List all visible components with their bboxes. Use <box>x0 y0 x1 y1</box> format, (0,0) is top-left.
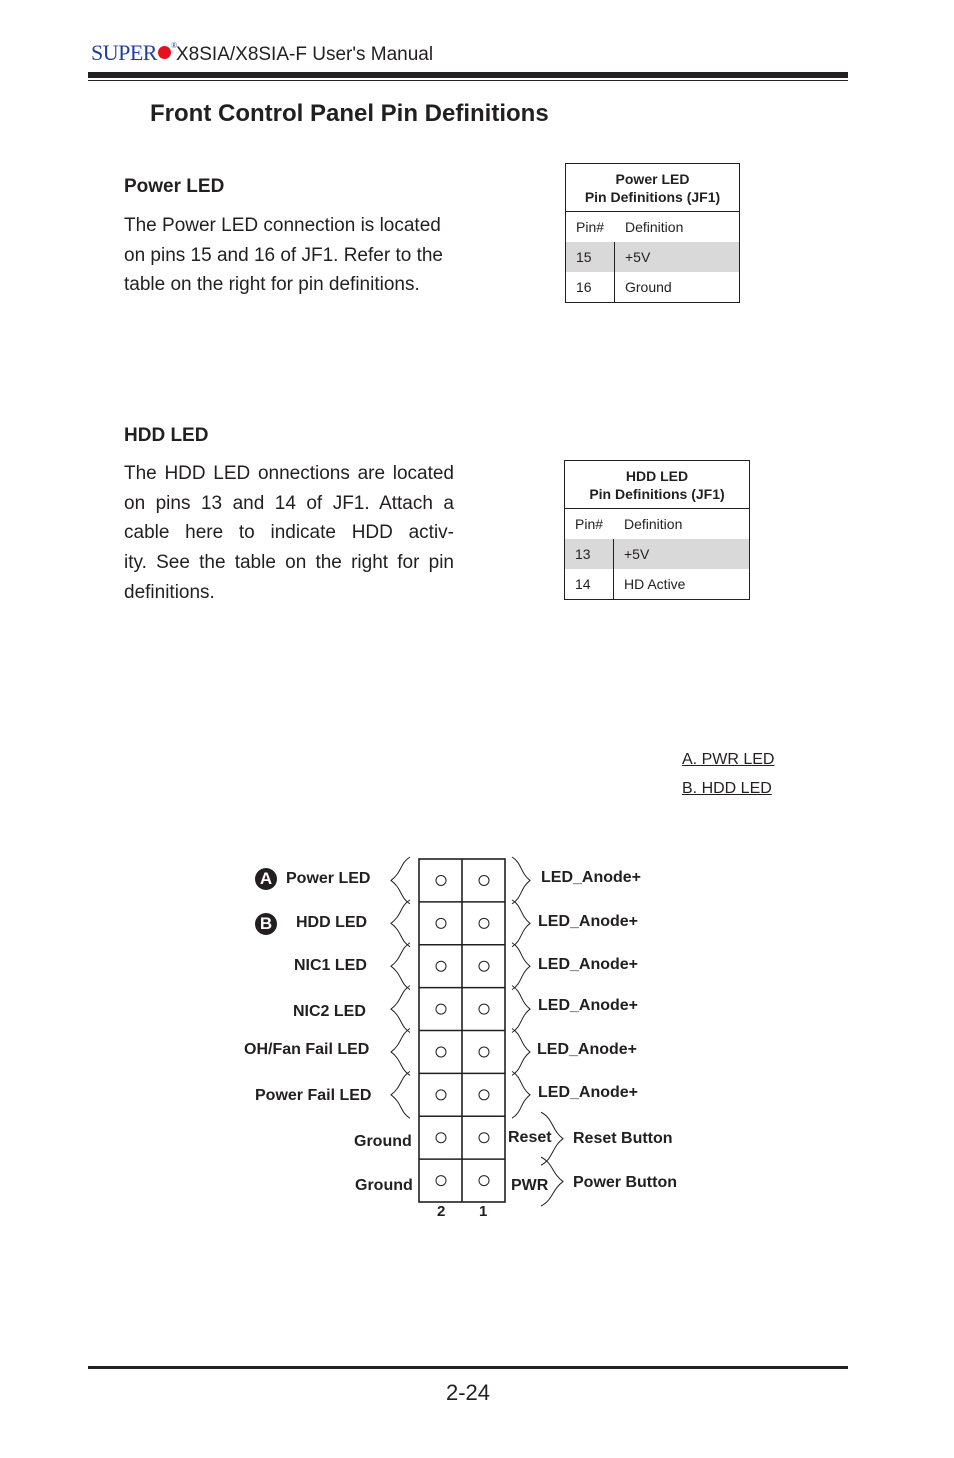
paragraph-line: on pins 13 and 14 of JF1. Attach a <box>124 492 454 514</box>
brand-text: SUPER <box>91 40 157 65</box>
column-header-pin: Pin# <box>575 516 604 532</box>
pin-circle <box>436 918 446 928</box>
page-title: Front Control Panel Pin Definitions <box>150 100 549 127</box>
label-power-button: Power Button <box>573 1174 677 1191</box>
left-brace <box>391 943 410 990</box>
column-header-pin: Pin# <box>576 219 605 235</box>
pin-circle <box>436 1047 446 1057</box>
column-number-1: 1 <box>479 1203 488 1220</box>
pin-circle <box>436 961 446 971</box>
column-header-definition: Definition <box>625 219 684 235</box>
column-header-definition: Definition <box>624 516 683 532</box>
pin-circle <box>479 1133 489 1143</box>
pin-circle <box>479 1047 489 1057</box>
power-led-heading: Power LED <box>124 176 225 197</box>
label-led-anode: LED_Anode+ <box>538 913 639 930</box>
label-power-fail-led: Power Fail LED <box>255 1087 372 1104</box>
pin-circle <box>479 875 489 885</box>
paragraph-line: table on the right for pin definitions. <box>124 274 420 296</box>
right-brace <box>512 857 530 904</box>
pin-circle <box>479 1090 489 1100</box>
legend-pwr-led: A. PWR LED <box>682 751 775 768</box>
manual-title: X8SIA/X8SIA-F User's Manual <box>176 44 434 65</box>
left-brace <box>391 1029 410 1076</box>
label-oh-fan-fail-led: OH/Fan Fail LED <box>244 1041 370 1058</box>
hdd-led-heading: HDD LED <box>124 425 209 446</box>
paragraph-line: The HDD LED onnections are located <box>124 463 454 484</box>
table-title: Power LED <box>615 171 690 187</box>
paragraph-line: ity. See the table on the right for pin <box>124 552 454 574</box>
right-brace <box>512 986 530 1033</box>
pin-circle <box>479 1004 489 1014</box>
left-braces <box>391 857 410 1118</box>
label-hdd-led: HDD LED <box>296 914 368 931</box>
label-pwr-pin: PWR <box>511 1177 549 1194</box>
page-number: 2-24 <box>445 1380 491 1405</box>
definition-cell: HD Active <box>624 576 686 592</box>
pin-cell: 13 <box>565 539 614 569</box>
label-led-anode: LED_Anode+ <box>538 1084 639 1101</box>
table-subtitle: Pin Definitions (JF1) <box>584 189 721 205</box>
table-title: HDD LED <box>625 468 689 484</box>
table-subtitle: Pin Definitions (JF1) <box>589 486 725 502</box>
footer-rule <box>88 1366 848 1369</box>
connector-grid <box>419 859 505 1202</box>
definition-cell: +5V <box>625 249 651 265</box>
pin-cell: 14 <box>565 569 614 599</box>
pin-circle <box>436 1176 446 1186</box>
pin-circle <box>479 1176 489 1186</box>
pin-cell: 16 <box>566 272 615 302</box>
right-brace <box>512 1029 530 1076</box>
label-power-led: Power LED <box>286 870 371 887</box>
pin-circle <box>479 918 489 928</box>
right-brace <box>512 943 530 990</box>
label-led-anode: LED_Anode+ <box>538 956 639 973</box>
label-ground-1: Ground <box>354 1133 412 1150</box>
pin-circle <box>479 961 489 971</box>
right-brace <box>512 1071 530 1118</box>
right-braces <box>512 857 563 1206</box>
badge-a-icon: A <box>255 868 277 890</box>
left-brace <box>391 857 410 904</box>
label-led-anode: LED_Anode+ <box>541 869 642 886</box>
label-ground-2: Ground <box>355 1177 413 1194</box>
label-reset-pin: Reset <box>508 1129 552 1146</box>
pin-circle <box>436 1090 446 1100</box>
left-brace <box>391 1071 410 1118</box>
column-number-2: 2 <box>437 1203 446 1220</box>
label-nic1-led: NIC1 LED <box>294 957 367 974</box>
badge-b-icon: B <box>255 913 277 935</box>
label-led-anode: LED_Anode+ <box>538 997 639 1014</box>
pin-circle <box>436 1004 446 1014</box>
pin-cell: 15 <box>566 242 615 272</box>
right-brace <box>512 900 530 947</box>
label-nic2-led: NIC2 LED <box>293 1003 366 1020</box>
paragraph-line: on pins 15 and 16 of JF1. Refer to the <box>124 244 443 266</box>
definition-cell: +5V <box>624 546 650 562</box>
brand-registered-mark: ® <box>170 41 177 50</box>
label-reset-button: Reset Button <box>573 1130 673 1147</box>
legend-hdd-led: B. HDD LED <box>682 780 772 797</box>
paragraph-line: The Power LED connection is located <box>124 215 441 236</box>
left-brace <box>391 986 410 1033</box>
pin-circle <box>436 1133 446 1143</box>
label-led-anode: LED_Anode+ <box>537 1041 638 1058</box>
left-brace <box>391 900 410 947</box>
paragraph-line: definitions. <box>124 581 215 603</box>
paragraph-line: cable here to indicate HDD activ- <box>124 522 454 544</box>
definition-cell: Ground <box>625 279 672 295</box>
pin-circle <box>436 875 446 885</box>
